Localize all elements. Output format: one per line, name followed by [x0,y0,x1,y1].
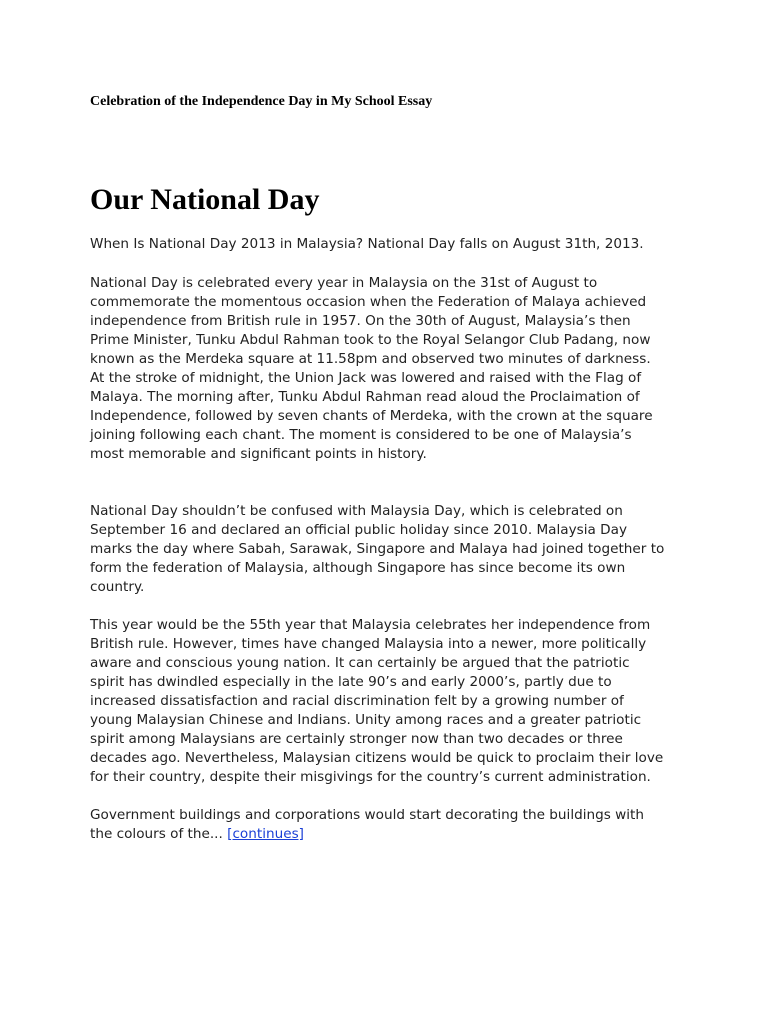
text-line: marks the day where Sabah, Sarawak, Singapore and Malaya had joined together to [90,541,665,557]
text-line: joining following each chant. The moment is considered to be one of Malaysia’s [90,427,632,443]
text-line: spirit has dwindled especially in the late 90’s and early 2000’s, partly due to [90,674,612,690]
text-line: British rule. However, times have changed Malaysia into a newer, more politically [90,636,647,652]
text-line: aware and conscious young nation. It can certainly be argued that the patriotic [90,655,630,671]
text-line: At the stroke of midnight, the Union Jack was lowered and raised with the Flag of [90,370,642,386]
text-fragment: the colours of the... [90,826,223,842]
paragraph-national-day-date [90,235,690,254]
text-line: When Is National Day 2013 in Malaysia? National Day falls on August 31th, 2013. [90,236,644,252]
text-line: most memorable and significant points in history. [90,446,427,462]
text-line: independence from British rule in 1957. On the 30th of August, Malaysia’s then [90,313,631,329]
page-heading: Our National Day [90,183,320,216]
text-line: Prime Minister, Tunku Abdul Rahman took to the Royal Selangor Club Padang, now [90,332,651,348]
text-line: known as the Merdeka square at 11.58pm and observed two minutes of darkness. [90,351,651,367]
document-title: Celebration of the Independence Day in My School Essay [90,94,433,109]
text-line: Independence, followed by seven chants of Merdeka, with the crown at the square [90,408,653,424]
text-line: form the federation of Malaysia, although Singapore has since become its own [90,560,626,576]
paragraph-national-day-history [90,274,690,464]
paragraph-55th-year [90,616,690,787]
text-line: This year would be the 55th year that Malaysia celebrates her independence from [90,617,651,633]
text-line: Government buildings and corporations would start decorating the buildings with [90,807,644,823]
text-line: spirit among Malaysians are certainly stronger now than two decades or three [90,731,623,747]
text-line: decades ago. Nevertheless, Malaysian citizens would be quick to proclaim their love [90,750,664,766]
text-line: commemorate the momentous occasion when the Federation of Malaya achieved [90,294,647,310]
continues-link[interactable]: [continues] [227,826,304,842]
text-line: young Malaysian Chinese and Indians. Unity among races and a greater patriotic [90,712,642,728]
paragraph-government-buildings [90,806,690,844]
text-line: Malaya. The morning after, Tunku Abdul Rahman read aloud the Proclaimation of [90,389,640,405]
text-line: increased dissatisfaction and racial discrimination felt by a growing number of [90,693,624,709]
text-line: National Day shouldn’t be confused with Malaysia Day, which is celebrated on [90,503,623,519]
text-line: country. [90,579,145,595]
text-line-last [90,825,690,844]
text-line: National Day is celebrated every year in Malaysia on the 31st of August to [90,275,598,291]
text-line: for their country, despite their misgivings for the country’s current administration. [90,769,651,785]
text-line: September 16 and declared an official public holiday since 2010. Malaysia Day [90,522,628,538]
paragraph-malaysia-day [90,502,690,597]
